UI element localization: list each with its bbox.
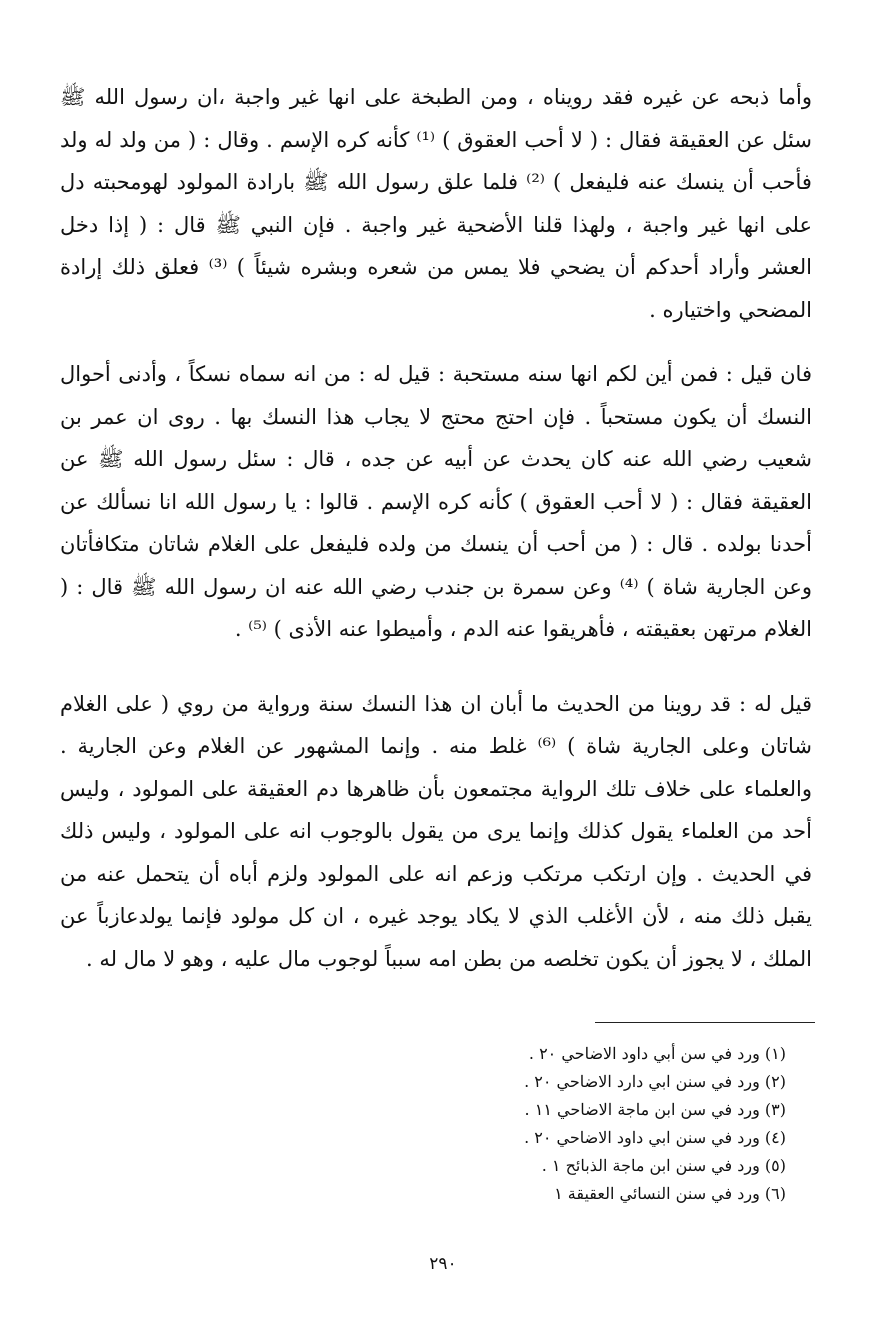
paragraph-1: وأما ذبحه عن غيره فقد رويناه ، ومن الطبخة على انها غير واجبة ،ان رسول الله ﷺ سئل عن العقيقة فقال : ( لا أحب العقوق ) ⁽¹⁾ كأنه كره الإسم . وقال : ( من ولد له ولد فأحب أن ينسك عنه فليفعل ) ⁽²⁾ فلما علق رسول الله ﷺ بارادة المولود لهومحبته دل على انها غير واجبة ، ولهذا قلنا الأضحية غير واجبة . فإن النبي ﷺ قال : ( إذا دخل العشر وأراد أحدكم أن يضحي فلا يمس من شعره وبشره شيئاً ) ⁽³⁾ فعلق ذلك إرادة المضحي واختياره .	[60, 85, 812, 322]
footnotes-list	[366, 1040, 786, 1208]
footnote-3: (٣) ورد في سن ابن ماجة الاضاحي ١١ .	[524, 1100, 786, 1119]
footnote-6: (٦) ورد في سنن النسائي العقيقة ١	[554, 1184, 786, 1203]
footnote-1: (١) ورد في سن أبي داود الاضاحي ٢٠ .	[528, 1044, 786, 1063]
footnote-4: (٤) ورد في سنن ابي داود الاضاحي ٢٠ .	[524, 1128, 786, 1147]
footnote-5: (٥) ورد في سنن ابن ماجة الذبائح ١ .	[541, 1156, 786, 1175]
main-text	[60, 76, 812, 980]
paragraph-2: فان قيل : فمن أين لكم انها سنه مستحبة : قيل له : من انه سماه نسكاً ، وأدنى أحوال النسك أن يكون مستحباً . فإن احتج محتج لا يجاب هذا النسك بها . روى ان عمر بن شعيب رضي الله عنه كان يحدث عن أبيه عن جده ، قال : سئل رسول الله ﷺ عن العقيقة فقال : ( لا أحب العقوق ) كأنه كره الإسم . قالوا : يا رسول الله انا نسألك عن أحدنا بولده . قال : ( من أحب أن ينسك من ولده فليفعل على الغلام شاتان متكافأتان وعن الجارية شاة ) ⁽⁴⁾ وعن سمرة بن جندب رضي الله عنه ان رسول الله ﷺ قال : ( الغلام مرتهن بعقيقته ، فأهريقوا عنه الدم ، وأميطوا عنه الأذى ) ⁽⁵⁾ .	[60, 362, 812, 641]
paragraph-3: قيل له : قد روينا من الحديث ما أبان ان هذا النسك سنة ورواية من روي ( على الغلام شاتان وعلى الجارية شاة ) ⁽⁶⁾ غلط منه . وإنما المشهور عن الغلام وعن الجارية . والعلماء على خلاف تلك الرواية مجتمعون بأن ظاهرها دم العقيقة على المولود ، وليس أحد من العلماء يقول كذلك وإنما يرى من يقول بالوجوب انه على المولود ، وليس ذلك في الحديث . وإن ارتكب مرتكب وزعم انه على المولود ولزم أباه أن يتحمل عنه من يقبل ذلك منه ، لأن الأغلب الذي لا يكاد يوجد غيره ، ان كل مولود فإنما يولدعازباً عن الملك ، لا يجوز أن يكون تخلصه من بطن امه سبباً لوجوب مال عليه ، وهو لا مال له .	[60, 691, 812, 971]
page-number: ٢٩٠	[429, 1254, 457, 1274]
footnote-2: (٢) ورد في سنن ابي دارد الاضاحي ٢٠ .	[524, 1072, 786, 1091]
footnote-divider	[595, 1022, 815, 1023]
